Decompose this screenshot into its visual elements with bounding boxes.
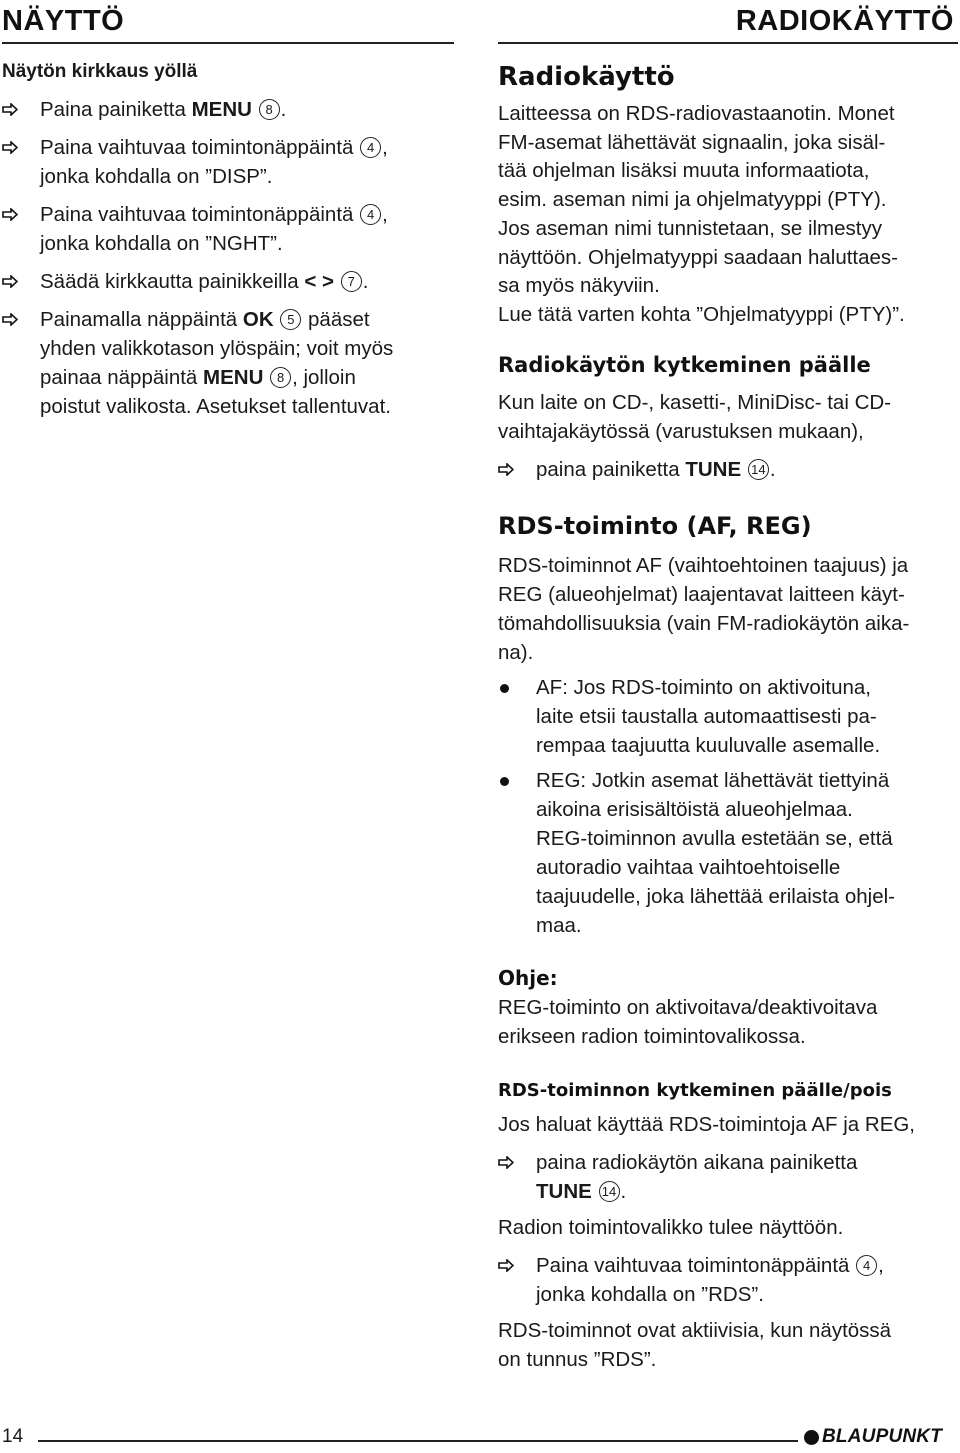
step-text: Paina vaihtuvaa toimintonäppäintä [40,203,360,226]
step-punct: , [382,203,388,226]
menu-key-label: MENU [191,98,252,121]
step-3 [2,200,454,258]
step-text: paina painiketta [536,457,686,481]
paragraph-line: RDS-toiminnot AF (vaihtoehtoinen taajuus) ja [498,553,909,577]
paragraph-line: tää ohjelman lisäksi muuta informaatiota, [498,159,870,183]
callout-number: 4 [856,1255,877,1276]
brand-dot-icon [804,1430,819,1445]
callout-number: 8 [270,367,291,388]
menu-key-label: MENU [203,366,264,389]
arrow-icon [498,1259,514,1272]
brand-logo [804,1426,958,1452]
rds-toggle-step-1 [498,1148,958,1206]
radio-intro-paragraph [498,100,958,330]
right-header-rule [498,42,958,44]
menu-appears-text: Radion toimintovalikko tulee näyttöön. [498,1215,844,1239]
rds-section-title: RDS-toiminto (AF, REG) [498,511,812,540]
right-header-title: RADIOKÄYTTÖ [735,5,954,37]
paragraph-line: sa myös näkyviin. [498,274,660,298]
af-bullet [498,673,958,760]
paragraph-line: Jos aseman nimi tunnistetaan, se ilmestyy [498,216,882,240]
bullet-dot [500,684,509,693]
paragraph-line: REG-toiminto on aktivoitava/deaktivoitava [498,995,878,1019]
rds-paragraph [498,551,958,667]
step-5 [2,305,454,421]
rds-toggle-step-2 [498,1251,958,1309]
tune-key-label: TUNE [536,1179,592,1203]
bullet-dot [500,777,509,786]
step-punct: . [362,270,369,293]
step-punct: . [280,98,287,121]
step-punct: . [769,457,776,481]
arrow-icon [2,141,18,154]
callout-number: 7 [341,271,362,292]
paragraph-line: na). [498,640,534,664]
rds-toggle-title: RDS-toiminnon kytkeminen päälle/pois [498,1079,892,1101]
step-text: Painamalla näppäintä [40,308,243,331]
right-column [498,58,958,1374]
step-punct: , jolloin [292,366,356,389]
left-header-title: NÄYTTÖ [2,5,125,37]
brightness-subtitle: Näytön kirkkaus yöllä [2,61,198,82]
tune-step [498,455,958,484]
tune-key-label: TUNE [685,457,742,481]
paragraph-line: tömahdollisuuksia (vain FM-radiokäytön aika- [498,611,910,635]
step-text-line3: painaa näppäintä [40,366,204,389]
paragraph-line: erikseen radion toimintovalikossa. [498,1024,806,1048]
bullet-line: autoradio vaihtaa vaihtoehtoiselle [536,855,841,879]
paragraph-line: on tunnus ”RDS”. [498,1347,657,1371]
step-text: Paina painiketta [40,98,192,121]
arrow-icon [498,1156,514,1169]
radio-section-title: Radiokäyttö [498,62,675,92]
rds-active-paragraph [498,1316,958,1374]
step-punct: , [878,1253,884,1277]
brand-name: BLAUPUNKT [822,1426,943,1447]
left-column [2,59,454,421]
arrow-icon [498,463,514,476]
radio-on-paragraph [498,388,958,446]
callout-number: 8 [259,99,280,120]
left-header-rule [2,42,454,44]
note-title: Ohje: [498,965,558,990]
reg-bullet [498,766,958,940]
bullet-line: AF: Jos RDS-toiminto on aktivoituna, [536,675,871,699]
bullet-line: REG-toiminnon avulla estetään se, että [536,826,893,850]
callout-number: 5 [280,309,301,330]
step-text: Paina vaihtuvaa toimintonäppäintä [40,136,360,159]
step-text: paina radiokäytön aikana painiketta [536,1150,858,1174]
paragraph-line: RDS-toiminnot ovat aktiivisia, kun näytössä [498,1318,892,1342]
arrow-icon [2,275,18,288]
step-text: Paina vaihtuvaa toimintonäppäintä [536,1253,856,1277]
bullet-line: aikoina erisisältöistä alueohjelmaa. [536,797,853,821]
step-punct: pääset [302,308,370,331]
arrow-keys-label: < > [304,270,335,293]
step-text-line2: yhden valikkotason ylöspäin; voit myös [40,337,394,360]
callout-number: 14 [748,459,769,480]
note-paragraph [498,993,958,1051]
callout-number: 4 [360,204,381,225]
step-punct: , [382,136,388,159]
bullet-line: taajuudelle, joka lähettää erilaista ohjel- [536,884,895,908]
step-text-line2: jonka kohdalla on ”NGHT”. [40,232,283,255]
step-text-line2: jonka kohdalla on ”DISP”. [40,165,273,188]
step-4 [2,267,454,296]
step-1 [2,95,454,124]
paragraph-line: Kun laite on CD-, kasetti-, MiniDisc- tai CD- [498,390,892,414]
paragraph-line: esim. aseman nimi ja ohjelmatyyppi (PTY). [498,188,887,212]
paragraph-line: FM-asemat lähettävät signaalin, joka sisäl- [498,130,886,154]
callout-number: 4 [360,137,381,158]
paragraph-line: näyttöön. Ohjelmatyyppi saadaan haluttaes- [498,245,899,269]
bullet-line: laite etsii taustalla automaattisesti pa- [536,704,877,728]
step-text-line2: jonka kohdalla on ”RDS”. [536,1282,764,1306]
ok-key-label: OK [242,308,274,331]
footer-rule [38,1440,798,1442]
bullet-line: rempaa taajuutta kuuluvalle asemalle. [536,733,881,757]
bullet-line: REG: Jotkin asemat lähettävät tiettyinä [536,768,890,792]
arrow-icon [2,208,18,221]
paragraph-line: vaihtajakäytössä (varustuksen mukaan), [498,419,864,443]
bullet-line: maa. [536,913,582,937]
callout-number: 14 [599,1181,620,1202]
step-text-line4: poistut valikosta. Asetukset tallentuvat. [40,395,391,418]
step-text: Säädä kirkkautta painikkeilla [40,270,305,293]
step-punct: . [620,1179,627,1203]
step-2 [2,133,454,191]
paragraph-line: REG (alueohjelmat) laajentavat laitteen käyt- [498,582,905,606]
radio-on-title: Radiokäytön kytkeminen päälle [498,352,871,377]
paragraph-line: Laitteessa on RDS-radiovastaanotin. Monet [498,102,895,125]
page-number: 14 [2,1426,24,1447]
arrow-icon [2,313,18,326]
arrow-icon [2,103,18,116]
rds-toggle-intro: Jos haluat käyttää RDS-toimintoja AF ja REG, [498,1112,916,1136]
paragraph-line: Lue tätä varten kohta ”Ohjelmatyyppi (PTY)”. [498,302,905,326]
